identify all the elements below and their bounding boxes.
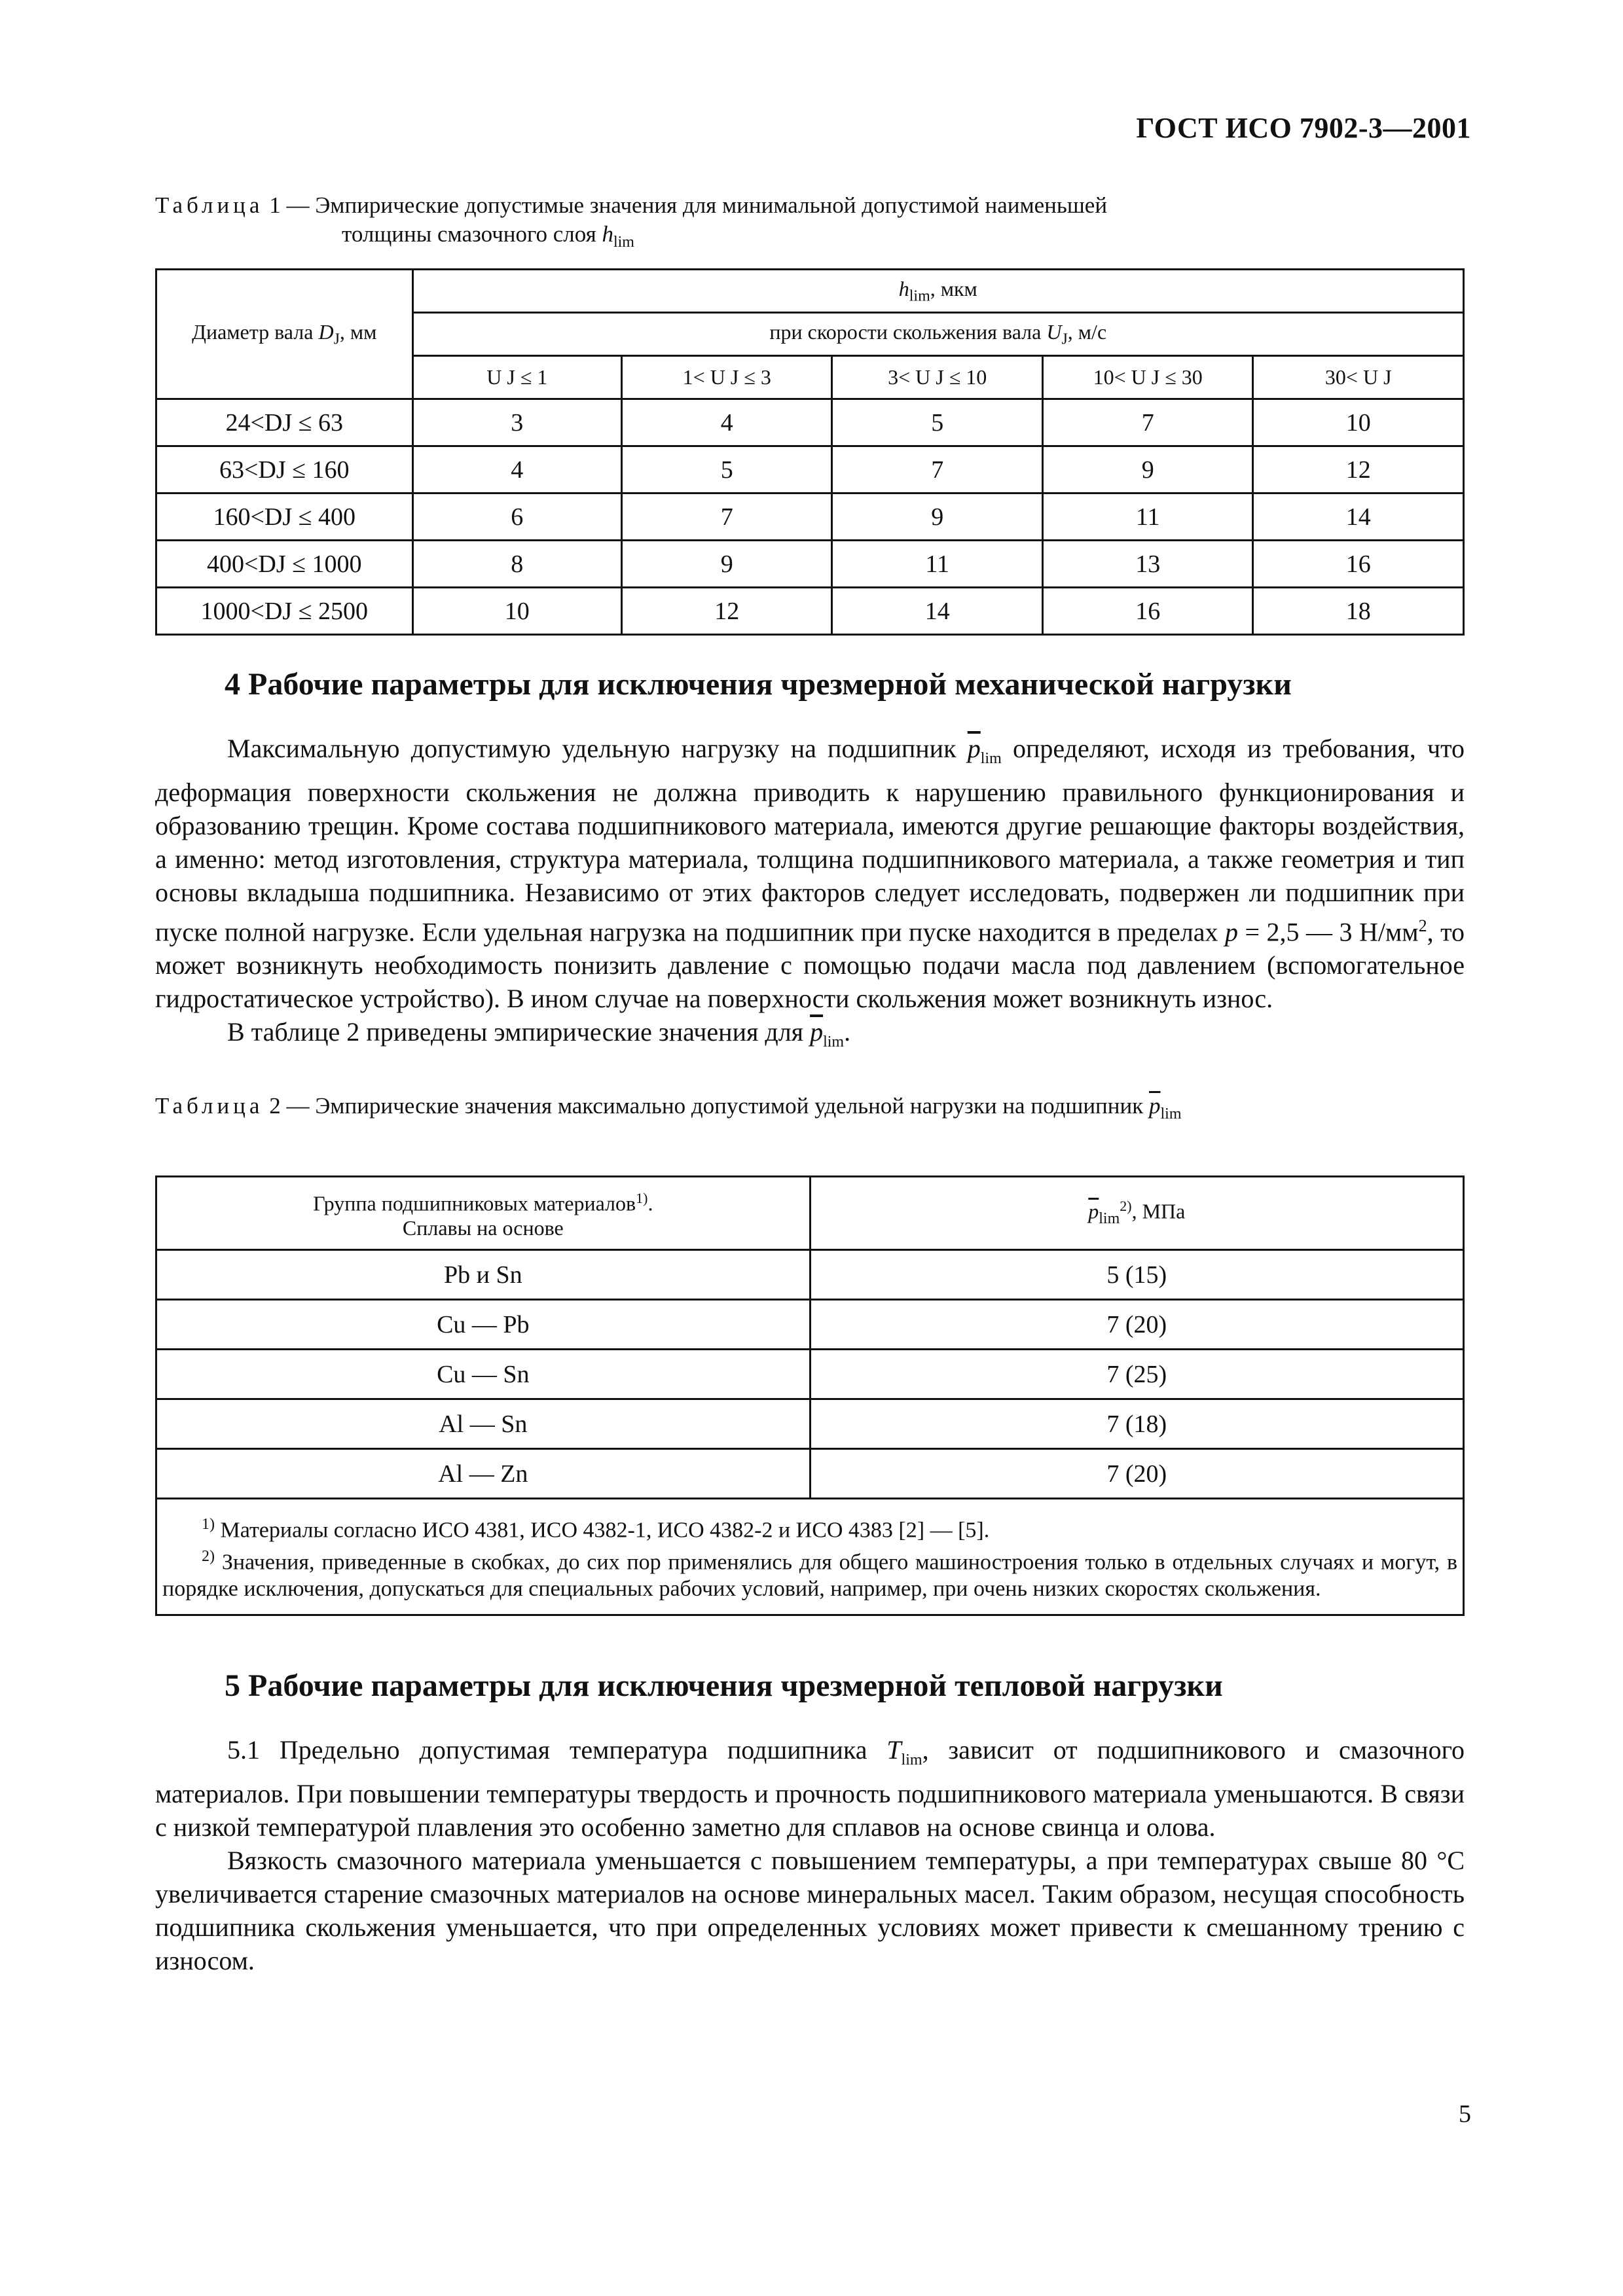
table-row: [156, 446, 1464, 493]
section4-p2-sub: lim: [823, 1033, 845, 1051]
table1-cell: 7: [1042, 399, 1253, 446]
table-row: [156, 541, 1464, 588]
table2-cell-value: 7 (20): [810, 1449, 1463, 1499]
table2-footnotes: [156, 1499, 1464, 1615]
table2-cell-material: Cu — Sn: [156, 1350, 811, 1399]
table1-cell: 14: [832, 588, 1042, 635]
footnote2-mark: 2): [202, 1548, 215, 1566]
table1-caption-line1: — Эмпирические допустимые значения для минимальной допустимой наименьшей: [286, 192, 1108, 218]
table-row: [156, 399, 1464, 446]
table1-cell: 13: [1042, 541, 1253, 588]
table1-caption-line2: толщины смазочного слоя: [342, 221, 596, 247]
table2-head-material: [156, 1177, 811, 1250]
section4-p2-start: В таблице 2 приведены эмпирические значения для: [227, 1017, 804, 1047]
table1-head-speed-label: при скорости скольжения вала: [769, 319, 1042, 344]
section4-p1-symbol: $\overline{p}$: [967, 734, 981, 763]
table1-head-diameter: [156, 270, 413, 399]
table1: [155, 268, 1465, 636]
table2-head-material-sup: 1): [636, 1189, 648, 1206]
table1-cell: 9: [1042, 446, 1253, 493]
section4-p1-equation: = 2,5 — 3 Н/мм: [1245, 917, 1419, 947]
section5-p1-sub: lim: [901, 1751, 922, 1768]
table1-caption: [155, 191, 1334, 257]
table1-caption-word: Таблица: [155, 192, 264, 218]
section4-heading: 4 Рабочие параметры для исключения чрезмерной механической нагрузки: [225, 667, 1292, 702]
table-row: [156, 1449, 1464, 1499]
table1-caption-number: 1: [269, 192, 281, 218]
table1-cell-diameter: 63<DJ ≤ 160: [156, 446, 413, 493]
table1-head-speed-symbol: U: [1046, 319, 1062, 344]
table1-cell: 12: [622, 588, 832, 635]
table2-head-value: [810, 1177, 1463, 1250]
section5-paragraphs: [155, 1733, 1465, 1977]
section4-p2-end: .: [844, 1017, 851, 1047]
table2-caption-word: Таблица: [155, 1093, 264, 1119]
table2-head-value-symbol: $\overline{p}$: [1088, 1200, 1099, 1224]
table1-cell: 4: [412, 446, 621, 493]
table2-head-material-line1: Группа подшипниковых материалов: [313, 1191, 636, 1215]
table1-head-h-unit: , мкм: [930, 276, 977, 300]
table-row: [156, 1399, 1464, 1449]
table2-cell-material: Pb и Sn: [156, 1250, 811, 1300]
table1-cell: 6: [412, 493, 621, 541]
section4-p1-sub: lim: [980, 750, 1002, 767]
table1-cell-diameter: 24<DJ ≤ 63: [156, 399, 413, 446]
table1-cell: 11: [832, 541, 1042, 588]
table1-caption-sub: lim: [613, 234, 634, 251]
table1-cell: 7: [832, 446, 1042, 493]
page-number: 5: [1459, 2100, 1471, 2128]
section4-p1-end: , то может возникнуть необходимость понизить давление с помощью подачи масла под давлением (вспомогательное гидростатическое устройство). В ином случае на поверхности скольжения может возникнуть износ.: [155, 917, 1465, 1014]
section4-p1-sup: 2: [1418, 916, 1427, 935]
table1-cell: 16: [1042, 588, 1253, 635]
table2-cell-material: Cu — Pb: [156, 1300, 811, 1350]
table1-cell-diameter: 160<DJ ≤ 400: [156, 493, 413, 541]
table1-head-diameter-label: Диаметр вала: [192, 319, 314, 344]
table-row: [156, 588, 1464, 635]
section5-p1-rest: , зависит от подшипникового и смазочного материалов. При повышении температуры твердость и прочность подшипникового материала уменьшаются. В связи с низкой температурой плавления это особенно заметно для сплавов на основе свинца и олова.: [155, 1735, 1465, 1842]
section5-p1-start: 5.1 Предельно допустимая температура подшипника: [227, 1735, 867, 1765]
table1-speed-col: 1< U J ≤ 3: [622, 356, 832, 399]
section5-paragraph2: Вязкость смазочного материала уменьшается с повышением температуры, а при температурах свыше 80 °С увеличивается старение смазочных материалов на основе минеральных масел. Таким образом, несущая способность подшипника скольжения уменьшается, что при определенных условиях может привести к смешанному трению с износом.: [155, 1846, 1465, 1975]
table1-speed-col: 3< U J ≤ 10: [832, 356, 1042, 399]
table2-cell-value: 7 (18): [810, 1399, 1463, 1449]
table2-caption-text: — Эмпирические значения максимально допустимой удельной нагрузки на подшипник: [286, 1093, 1144, 1119]
section4-p1-p: p: [1225, 917, 1239, 947]
table1-cell: 10: [412, 588, 621, 635]
table1-cell: 4: [622, 399, 832, 446]
table2-cell-value: 5 (15): [810, 1250, 1463, 1300]
table1-cell: 9: [622, 541, 832, 588]
table1-cell: 10: [1253, 399, 1464, 446]
table1-cell: 5: [622, 446, 832, 493]
table1-speed-col: 10< U J ≤ 30: [1042, 356, 1253, 399]
table2-caption-symbol: $\overline{p}$: [1149, 1093, 1161, 1119]
table2-caption-number: 2: [269, 1093, 281, 1119]
table1-head-h: [412, 270, 1463, 313]
table1-cell: 8: [412, 541, 621, 588]
table2-cell-material: Al — Sn: [156, 1399, 811, 1449]
table2-cell-value: 7 (25): [810, 1350, 1463, 1399]
table1-cell: 11: [1042, 493, 1253, 541]
table2-head-material-line2: Сплавы на основе: [402, 1216, 564, 1240]
table1-cell: 5: [832, 399, 1042, 446]
document-header: ГОСТ ИСО 7902-3—2001: [1136, 112, 1471, 144]
table1-head-diameter-unit: , мм: [339, 319, 377, 344]
section5-heading: 5 Рабочие параметры для исключения чрезмерной тепловой нагрузки: [225, 1668, 1223, 1703]
table1-cell: 12: [1253, 446, 1464, 493]
table1-head-speed: [412, 313, 1463, 356]
footnote1-mark: 1): [202, 1516, 215, 1533]
table1-cell: 3: [412, 399, 621, 446]
table1-head-speed-unit: , м/с: [1067, 319, 1107, 344]
table-row: [156, 1350, 1464, 1399]
table2-head-material-dot: .: [647, 1191, 653, 1215]
section4-p2-symbol: $\overline{p}$: [810, 1017, 824, 1047]
table1-cell: 7: [622, 493, 832, 541]
table2-head-value-unit: , МПа: [1131, 1200, 1186, 1224]
footnote1-text: Материалы согласно ИСО 4381, ИСО 4382-1, ИСО 4382-2 и ИСО 4383 [2] — [5].: [220, 1518, 990, 1543]
table-row: [156, 1300, 1464, 1350]
table-row: [156, 493, 1464, 541]
table2-head-value-sup: 2): [1120, 1198, 1132, 1215]
table2-caption-sub: lim: [1160, 1105, 1182, 1122]
section5-p1-symbol: T: [886, 1735, 902, 1765]
footnote2-text: Значения, приведенные в скобках, до сих пор применялись для общего машиностроения только в отдельных случаях и могут, в порядке исключения, допускаться для специальных рабочих условий, например, при очень низких скоростях скольжения.: [162, 1550, 1458, 1601]
table1-cell: 16: [1253, 541, 1464, 588]
table-row: [156, 1250, 1464, 1300]
section4-p1-start: Максимальную допустимую удельную нагрузку на подшипник: [227, 734, 957, 763]
table1-cell: 14: [1253, 493, 1464, 541]
section4-p1-rest: определяют, исходя из требования, что деформация поверхности скольжения не должна приводить к нарушению правильного функционирования и образованию трещин. Кроме состава подшипникового материала, имеются другие решающие факторы воздействия, а именно: метод изготовления, структура материала, толщина подшипникового материала, а также геометрия и тип основы вкладыша подшипника. Независимо от этих факторов следует исследовать, подвержен ли подшипник при пуске полной нагрузке. Если удельная нагрузка на подшипник при пуске находится в пределах: [155, 734, 1465, 947]
table1-head-diameter-symbol: D: [318, 319, 334, 344]
table1-cell: 18: [1253, 588, 1464, 635]
table2-caption: [155, 1092, 1465, 1128]
table2: [155, 1175, 1465, 1616]
table1-head-h-symbol: h: [898, 276, 909, 300]
table1-head-h-sub: lim: [909, 287, 930, 305]
table2-cell-material: Al — Zn: [156, 1449, 811, 1499]
table2-head-value-sub: lim: [1099, 1210, 1120, 1228]
table1-speed-col: U J ≤ 1: [412, 356, 621, 399]
table1-caption-symbol: h: [602, 221, 613, 247]
table1-cell: 9: [832, 493, 1042, 541]
table1-cell-diameter: 400<DJ ≤ 1000: [156, 541, 413, 588]
table2-cell-value: 7 (20): [810, 1300, 1463, 1350]
table1-speed-col: 30< U J: [1253, 356, 1464, 399]
table1-head-speed-sub: J: [1061, 331, 1068, 348]
table1-head-diameter-sub: J: [333, 331, 340, 348]
table1-cell-diameter: 1000<DJ ≤ 2500: [156, 588, 413, 635]
section4-paragraph1: [155, 732, 1465, 1059]
